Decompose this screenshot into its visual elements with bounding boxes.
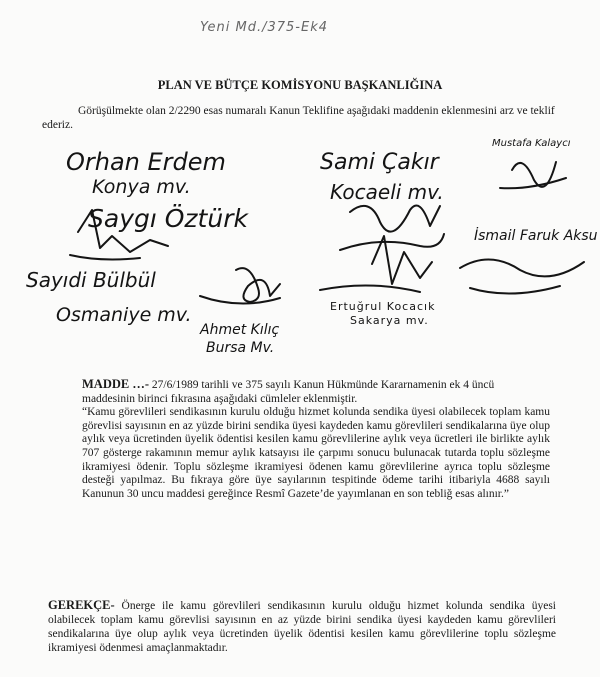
article-section (82, 378, 550, 501)
article-first-paragraph (82, 378, 550, 406)
signature-name-7: İsmail Faruk Aksu (474, 228, 598, 244)
signature-name-3: Sayıdi Bülbül (26, 268, 156, 292)
justification-text: Önerge ile kamu görevlileri sendikasının kurulu olduğu hizmet kolunda sendika üyesi olabilecek toplam kamu görevlisi sayısının en az yüzde birini sendika üyesi kaydeden kamu görevlileri sendikalarına üye olup aylık veya ücretinden üyelik ödentisi kesilen kamu görevlilerine toplu sözleşme ikramiyesi ödenmesi amaçlanmaktadır. (48, 600, 556, 654)
signature-name-6: Mustafa Kalaycı (492, 138, 571, 149)
signature-name-5: Sami Çakır (320, 150, 439, 175)
signature-name-8: Ertuğrul Kocacık (330, 300, 436, 313)
article-quote: “Kamu görevlileri sendikasının kurulu olduğu hizmet kolunda sendika üyesi olabilecek toplam kamu görevlisi sayısının en az yüzde birini sendika üyesi kaydeden kamu görevlileri sendikalarına üye olup aylık veya ücretinden üyelik ödentisi kesilen kamu görevlilerine aylık veya ücretleri ile birlikte aylık 707 gösterge rakamının memur aylık katsayısı ile çarpımı sonucu bulunacak tutarda toplu sözleşme ikramiyesi ödenir. Toplu sözleşme ikramiyesi ödenen kamu görevlilerine ayrıca toplu sözleşme desteği yapılmaz. Bu fıkraya göre üye sayılarının tespitinde ödeme tarihi itibariyla 4688 sayılı Kanunun 30 uncu maddesi gereğince Resmî Gazete’de yayımlanan en son tebliğ esas alınır.” (82, 406, 550, 500)
signature-place-3: Osmaniye mv. (56, 304, 192, 326)
intro-paragraph: Görüşülmekte olan 2/2290 esas numaralı Kanun Teklifine aşağıdaki maddenin eklenmesini arz ve teklif ederiz. (42, 105, 555, 131)
justification-lead: GEREKÇE- (48, 598, 115, 612)
signature-name-4: Ahmet Kılıç (200, 322, 280, 338)
article-first-text: 27/6/1989 tarihli ve 375 sayılı Kanun Hükmünde Kararnamenin ek 4 üncü maddesinin birinci fıkrasına aşağıdaki cümleler eklenmiştir. (82, 379, 495, 405)
justification-section (48, 598, 556, 655)
handwritten-reference-note: Yeni Md./375-Ek4 (200, 20, 328, 35)
signature-place-4: Bursa Mv. (206, 340, 275, 356)
document-title: PLAN VE BÜTÇE KOMİSYONU BAŞKANLIĞINA (157, 78, 443, 92)
article-lead: MADDE …- (82, 377, 150, 391)
signature-name-2: Saygı Öztürk (88, 204, 248, 233)
signature-name-1: Orhan Erdem (66, 148, 226, 176)
signature-place-1: Konya mv. (92, 176, 191, 198)
signature-place-8: Sakarya mv. (350, 314, 429, 327)
signature-place-5: Kocaeli mv. (330, 180, 444, 204)
